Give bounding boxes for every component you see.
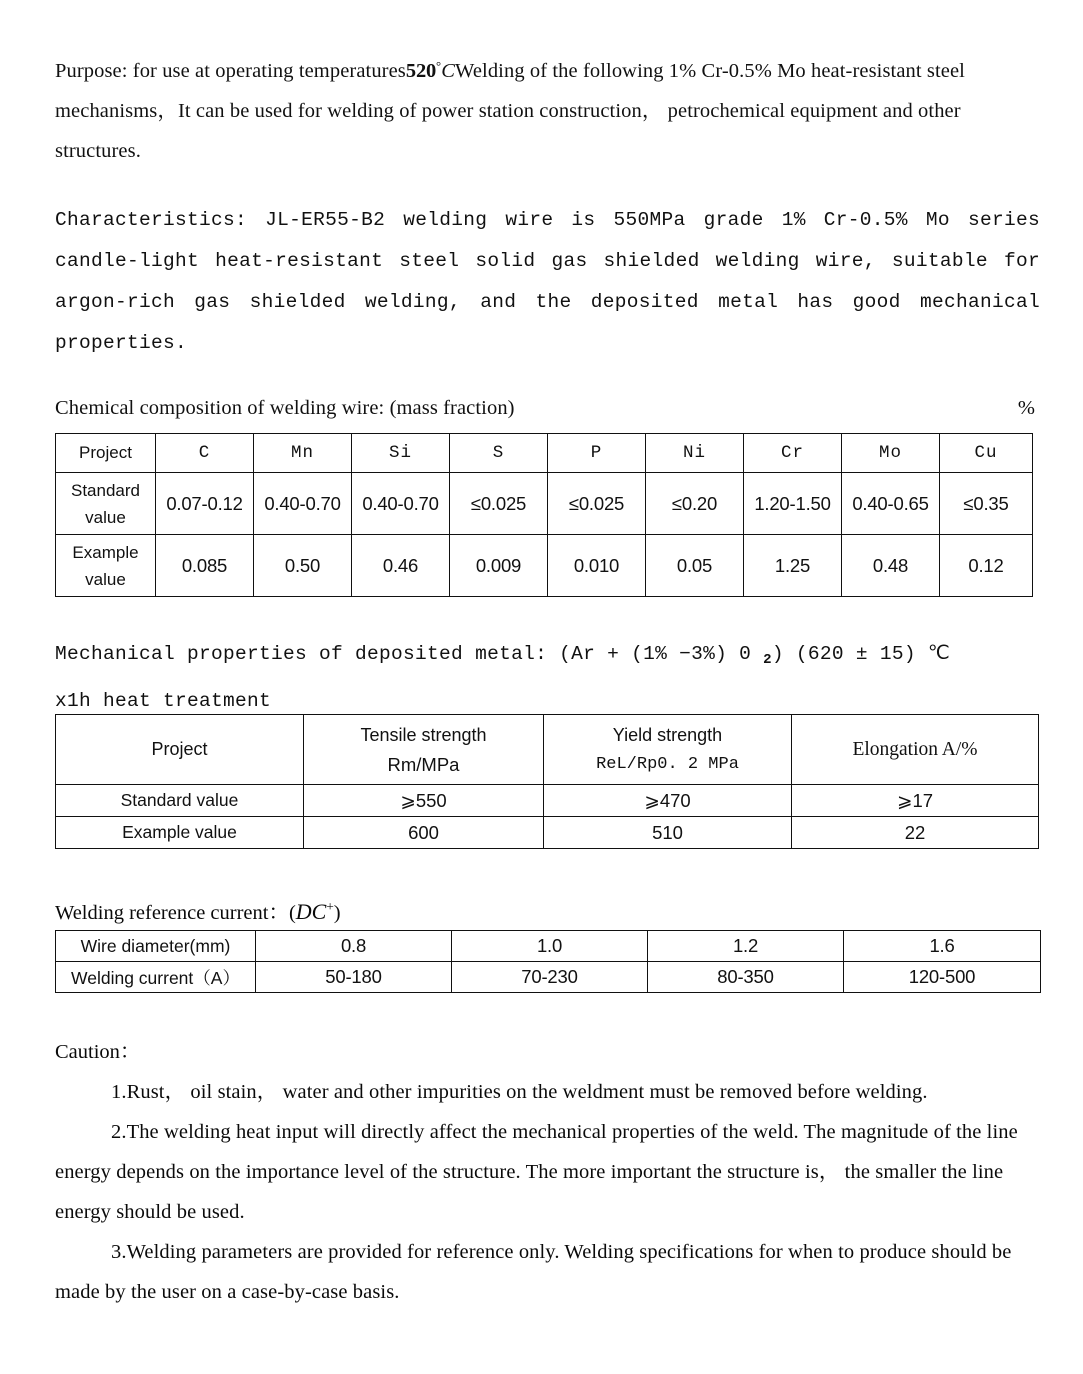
mech-row-label-standard: Standard value	[56, 785, 304, 817]
mech-header-yield-line2: ReL/Rp0. 2 MPa	[596, 754, 739, 774]
curr-current-1: 50-180	[256, 962, 452, 993]
purpose-lead-text: Purpose: for use at operating temperatures	[55, 59, 406, 82]
caution-item-3: 3.Welding parameters are provided for reference only. Welding specifications for when to produce should be made by the user on a case-by-case basis.	[55, 1241, 1012, 1303]
chem-header-c: C	[156, 434, 254, 473]
curr-current-4: 120-500	[844, 962, 1041, 993]
chem-std-mo: 0.40-0.65	[842, 473, 940, 535]
curr-row-label-diameter: Wire diameter(mm)	[56, 931, 256, 962]
mechanical-properties-table	[55, 714, 1039, 849]
chem-header-project: Project	[56, 434, 156, 473]
chem-std-c: 0.07-0.12	[156, 473, 254, 535]
paren-close: )	[333, 902, 341, 924]
chem-header-cr: Cr	[744, 434, 842, 473]
degree-symbol: °	[436, 59, 442, 73]
chemical-composition-unit-mark: %	[1017, 397, 1035, 419]
chem-std-cu: ≤0.35	[940, 473, 1033, 535]
mech-header-tensile-line1: Tensile strength	[360, 724, 487, 745]
chem-header-p: P	[548, 434, 646, 473]
chemical-composition-heading: Chemical composition of welding wire: (mass fraction)	[55, 397, 515, 419]
chem-std-p: ≤0.025	[548, 473, 646, 535]
mech-row-label-example: Example value	[56, 817, 304, 849]
dc-text: DC	[295, 899, 327, 924]
mech-header-tensile	[304, 715, 544, 785]
welding-current-table	[55, 930, 1041, 993]
chemical-composition-table	[55, 433, 1033, 597]
mech-header-project-label: Project	[151, 738, 208, 759]
caution-item-1: 1.Rust， oil stain， water and other impurities on the weldment must be removed before welding.	[111, 1081, 928, 1103]
chem-ex-cr: 1.25	[744, 535, 842, 597]
mech-header-yield	[544, 715, 792, 785]
mech-std-elongation: ⩾17	[792, 785, 1039, 817]
chem-std-cr: 1.20-1.50	[744, 473, 842, 535]
mech-header-elongation	[792, 715, 1039, 785]
purpose-rest-text: Welding of the following 1% Cr-0.5% Mo heat-resistant steel mechanisms，It can be used for welding of power station construction， petrochemical equipment and other structures.	[55, 59, 965, 162]
chem-ex-c: 0.085	[156, 535, 254, 597]
mech-heading-part-a: Mechanical properties of deposited metal: (Ar + (1% −3%) 0	[55, 643, 764, 665]
chemical-composition-heading-row	[55, 396, 1035, 420]
chem-row-label-example	[56, 535, 156, 597]
table-row	[56, 962, 1041, 993]
welding-current-label: Welding reference current：	[55, 902, 289, 924]
chem-std-s: ≤0.025	[450, 473, 548, 535]
chem-std-ni: ≤0.20	[646, 473, 744, 535]
curr-current-3: 80-350	[648, 962, 844, 993]
operating-temperature-value: 520	[405, 59, 437, 82]
characteristics-paragraph: Characteristics: JL-ER55-B2 welding wire is 550MPa grade 1% Cr-0.5% Mo series candle-light heat-resistant steel solid gas shielded welding wire, suitable for argon-rich gas shielded welding, and the deposited metal has good mechanical properties.	[55, 209, 1040, 354]
chem-ex-mn: 0.50	[254, 535, 352, 597]
mech-std-yield: ⩾470	[544, 785, 792, 817]
row-label-line1: Standard	[71, 480, 140, 500]
table-row	[56, 535, 1033, 597]
dc-polarity	[296, 899, 334, 924]
mech-std-tensile: ⩾550	[304, 785, 544, 817]
chem-std-si: 0.40-0.70	[352, 473, 450, 535]
table-row	[56, 473, 1033, 535]
curr-diameter-2: 1.0	[452, 931, 648, 962]
chem-ex-mo: 0.48	[842, 535, 940, 597]
table-row	[56, 931, 1041, 962]
chem-std-mn: 0.40-0.70	[254, 473, 352, 535]
chem-ex-cu: 0.12	[940, 535, 1033, 597]
oxygen-subscript: 2	[763, 651, 772, 668]
mech-ex-elongation: 22	[792, 817, 1039, 849]
chem-header-mn: Mn	[254, 434, 352, 473]
caution-title: Caution：	[55, 1041, 141, 1063]
chem-ex-s: 0.009	[450, 535, 548, 597]
chem-ex-p: 0.010	[548, 535, 646, 597]
paren-open: (	[288, 902, 296, 924]
mech-header-tensile-line2: Rm/MPa	[387, 753, 460, 775]
mech-header-elongation-label: Elongation A/%	[852, 738, 978, 760]
caution-section	[55, 1032, 1050, 1312]
row-label-line1: Example	[72, 542, 139, 562]
chem-ex-ni: 0.05	[646, 535, 744, 597]
curr-diameter-1: 0.8	[256, 931, 452, 962]
table-row	[56, 817, 1039, 849]
mech-ex-tensile: 600	[304, 817, 544, 849]
curr-current-2: 70-230	[452, 962, 648, 993]
caution-item-2: 2.The welding heat input will directly affect the mechanical properties of the weld. The magnitude of the line energy depends on the importance level of the structure. The more important the structure is， the smaller the line energy should be used.	[55, 1121, 1018, 1223]
curr-diameter-3: 1.2	[648, 931, 844, 962]
mech-header-project	[56, 715, 304, 785]
chem-header-ni: Ni	[646, 434, 744, 473]
purpose-paragraph	[55, 46, 1035, 171]
mechanical-properties-heading	[55, 634, 1015, 722]
dc-plus-sign: +	[326, 899, 334, 915]
table-header-row	[56, 715, 1039, 785]
curr-row-label-current: Welding current（A）	[56, 962, 256, 993]
mech-header-yield-line1: Yield strength	[612, 724, 723, 745]
mech-heading-line2: x1h heat treatment	[55, 689, 272, 712]
table-row	[56, 785, 1039, 817]
table-header-row	[56, 434, 1033, 473]
mech-ex-yield: 510	[544, 817, 792, 849]
chem-header-si: Si	[352, 434, 450, 473]
row-label-line2: value	[85, 507, 126, 527]
curr-diameter-4: 1.6	[844, 931, 1041, 962]
row-label-line2: value	[85, 569, 126, 589]
chem-ex-si: 0.46	[352, 535, 450, 597]
welding-current-heading	[55, 895, 655, 925]
mech-heading-part-b: ) (620 ± 15) ℃	[771, 643, 951, 665]
chem-header-s: S	[450, 434, 548, 473]
chem-header-mo: Mo	[842, 434, 940, 473]
temperature-unit: C	[441, 59, 456, 82]
chem-header-cu: Cu	[940, 434, 1033, 473]
chem-row-label-standard	[56, 473, 156, 535]
